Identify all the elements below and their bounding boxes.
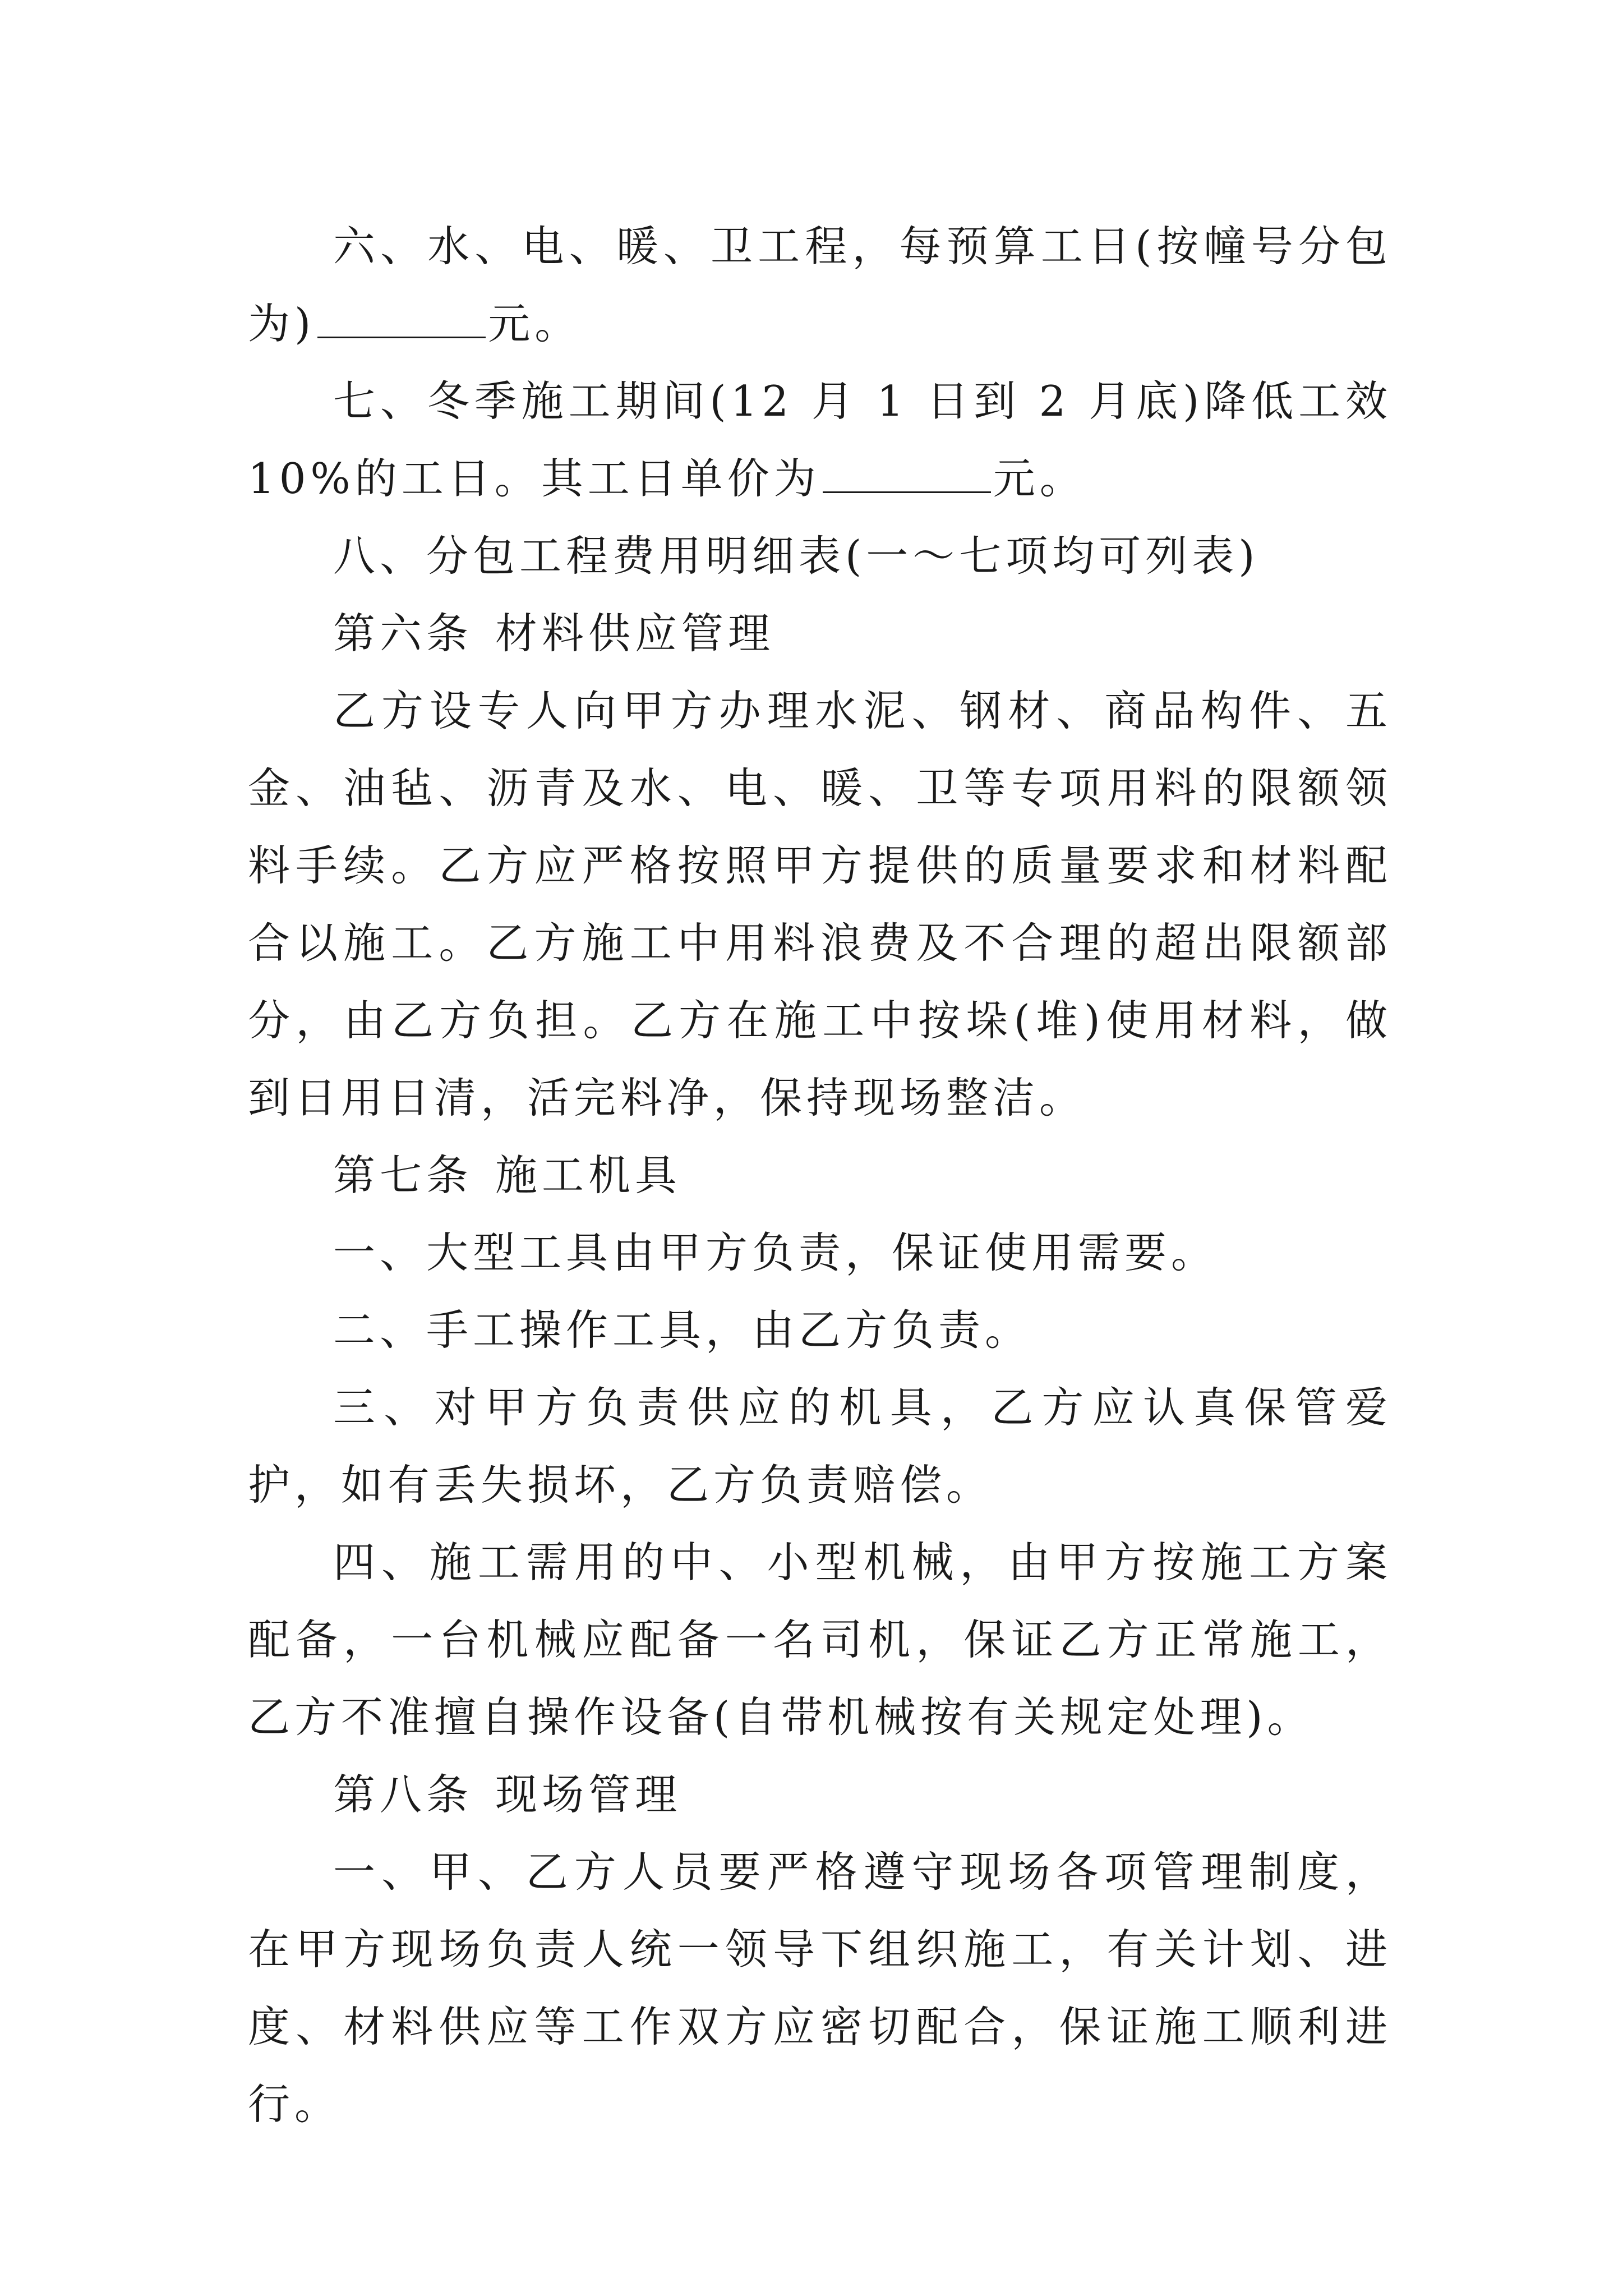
article-heading-7 xyxy=(248,1137,1392,1214)
paragraph-tools-2 xyxy=(248,1291,1392,1369)
article-title: 现场管理 xyxy=(495,1770,682,1819)
paragraph-text: 六、水、电、暖、卫工程，每预算工日(按幢号分包为) xyxy=(248,222,1392,348)
paragraph-item-7 xyxy=(248,362,1392,517)
paragraph-tools-1 xyxy=(248,1214,1392,1291)
paragraph-text: 四、施工需用的中、小型机械，由甲方按施工方案配备，一台机械应配备一名司机，保证乙方正常施工，乙方不准擅自操作设备(自带机械按有关规定处理)。 xyxy=(248,1538,1392,1742)
paragraph-text: 七、冬季施工期间(12 月 1 日到 2 月底)降低工效 10%的工日。其工日单价为 xyxy=(248,376,1392,503)
article-number: 第八条 xyxy=(333,1770,473,1819)
article-title: 施工机具 xyxy=(495,1151,682,1200)
paragraph-item-8 xyxy=(248,517,1392,595)
fill-in-blank xyxy=(823,457,991,493)
paragraph-text: 八、分包工程费用明细表(一～七项均可列表) xyxy=(333,531,1260,581)
paragraph-tools-3 xyxy=(248,1369,1392,1524)
fill-in-blank xyxy=(317,302,486,338)
paragraph-text: 元。 xyxy=(488,299,582,348)
paragraph-text: 二、手工操作工具，由乙方负责。 xyxy=(333,1305,1032,1355)
paragraph-text: 一、甲、乙方人员要严格遵守现场各项管理制度，在甲方现场负责人统一领导下组织施工，有关计划、进度、材料供应等工作双方应密切配合，保证施工顺利进行。 xyxy=(248,1847,1392,2129)
article-heading-8 xyxy=(248,1756,1392,1833)
paragraph-text: 乙方设专人向甲方办理水泥、钢材、商品构件、五金、油毡、沥青及水、电、暖、卫等专项用料的限额领料手续。乙方应严格按照甲方提供的质量要求和材料配合以施工。乙方施工中用料浪费及不合理的超出限额部分，由乙方负担。乙方在施工中按垛(堆)使用材料，做到日用日清，活完料净，保持现场整洁。 xyxy=(248,686,1392,1122)
article-number: 第七条 xyxy=(333,1151,473,1200)
article-heading-6 xyxy=(248,595,1392,672)
document-body xyxy=(248,208,1392,2143)
paragraph-item-6 xyxy=(248,208,1392,362)
paragraph-text: 一、大型工具由甲方负责，保证使用需要。 xyxy=(333,1228,1218,1277)
paragraph-material-supply xyxy=(248,672,1392,1137)
paragraph-text: 元。 xyxy=(993,454,1086,503)
paragraph-tools-4 xyxy=(248,1524,1392,1756)
article-title: 材料供应管理 xyxy=(495,609,775,658)
paragraph-site-1 xyxy=(248,1833,1392,2143)
article-number: 第六条 xyxy=(333,609,473,658)
paragraph-text: 三、对甲方负责供应的机具，乙方应认真保管爱护，如有丢失损坏，乙方负责赔偿。 xyxy=(248,1383,1392,1510)
